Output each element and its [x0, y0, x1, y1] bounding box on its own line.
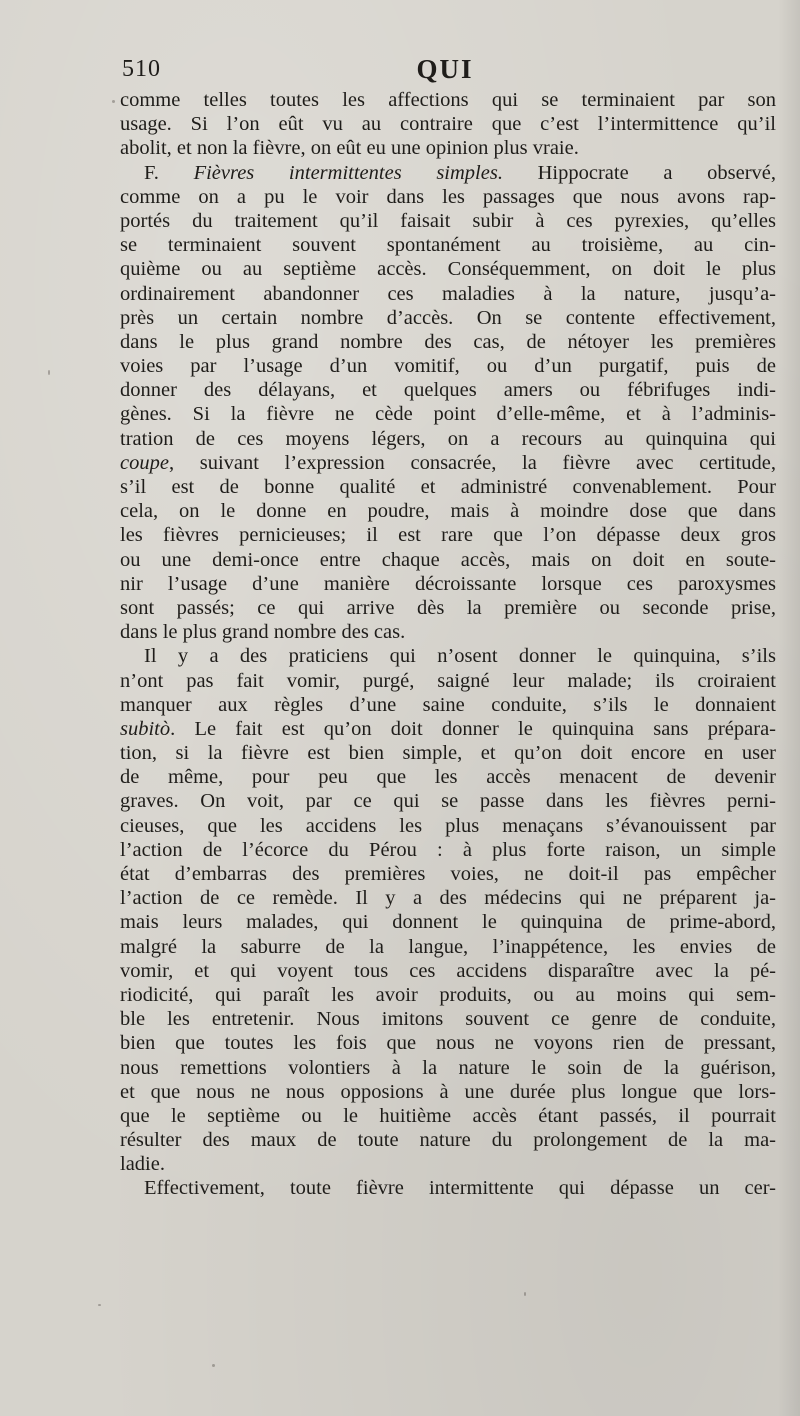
line-text: cieuses, que les accidens les plus menaçans s’évanouissent par — [120, 814, 776, 837]
text-line — [120, 886, 776, 910]
line-text: abolit, et non la fièvre, on eût eu une opinion plus vraie. — [120, 137, 579, 160]
line-text: portés du traitement qu’il faisait subir à ces pyrexies, qu’elles — [120, 209, 776, 232]
line-text: ou une demi-once entre chaque accès, mais on doit en soute- — [120, 548, 776, 571]
text-line — [120, 1056, 776, 1080]
line-text: mais leurs malades, qui donnent le quinquina de prime-abord, — [120, 911, 776, 934]
italic-text: coupe — [120, 451, 169, 474]
section-letter: F. — [144, 161, 194, 184]
text-line — [120, 669, 776, 693]
line-text: l’action de ce remède. Il y a des médecins qui ne préparent ja- — [120, 887, 776, 910]
page-number: 510 — [122, 56, 161, 82]
page-header — [120, 52, 770, 88]
text-line — [120, 136, 776, 160]
line-text: nir l’usage d’une manière décroissante lorsque ces paroxysmes — [120, 572, 776, 595]
line-text: voies par l’usage d’un vomitif, ou d’un purgatif, puis de — [120, 355, 776, 378]
text-line — [120, 282, 776, 306]
line-text: comme on a pu le voir dans les passages que nous avons rap- — [120, 185, 776, 208]
text-line — [120, 257, 776, 281]
text-line — [120, 983, 776, 1007]
text-line — [120, 523, 776, 547]
text-line — [120, 741, 776, 765]
text-line — [120, 910, 776, 934]
text-line — [120, 427, 776, 451]
line-text: Hippocrate a observé, — [502, 161, 777, 184]
line-text: vomir, et qui voyent tous ces accidens disparaître avec la pé- — [120, 959, 776, 982]
line-text: donner des délayans, et quelques amers ou fébrifuges indi- — [120, 379, 776, 402]
line-text: usage. Si l’on eût vu au contraire que c’est l’intermittence qu’il — [120, 113, 776, 136]
text-line — [120, 306, 776, 330]
text-line — [120, 935, 776, 959]
page-edge-shadow — [778, 0, 800, 1416]
text-line — [120, 233, 776, 257]
paper-speck — [48, 370, 50, 375]
line-text: gènes. Si la fièvre ne cède point d’elle-même, et à l’adminis- — [120, 403, 776, 426]
text-line — [120, 789, 776, 813]
line-text: . Le fait est qu’on doit donner le quinquina sans prépara- — [170, 717, 776, 740]
line-text: dans le plus grand nombre des cas. — [120, 621, 406, 644]
line-text: l’action de l’écorce du Pérou : à plus forte raison, un simple — [120, 838, 776, 861]
line-text: s’il est de bonne qualité et administré convenablement. Pour — [120, 476, 776, 498]
text-line — [120, 596, 776, 620]
line-text: les fièvres pernicieuses; il est rare que l’on dépasse deux gros — [120, 524, 776, 547]
text-line — [120, 185, 776, 209]
line-text: de même, pour peu que les accès menacent de devenir — [120, 766, 776, 789]
text-line — [120, 378, 776, 402]
italic-text: Fièvres intermittentes simples. — [193, 161, 503, 184]
text-line — [120, 1031, 776, 1055]
line-text: que le septième ou le huitième accès étant passés, il pourrait — [120, 1104, 776, 1127]
text-line — [120, 330, 776, 354]
line-text: Effectivement, toute fièvre intermittente qui dépasse un cer- — [144, 1177, 776, 1200]
text-line — [120, 354, 776, 378]
line-text: dans le plus grand nombre des cas, de nétoyer les premières — [120, 330, 776, 353]
text-line — [120, 475, 776, 499]
line-text: n’ont pas fait vomir, purgé, saigné leur malade; ils croiraient — [120, 669, 776, 692]
line-text: riodicité, qui paraît les avoir produits, ou au moins qui sem- — [120, 983, 776, 1006]
line-text: ordinairement abandonner ces maladies à la nature, jusqu’a- — [120, 282, 776, 305]
text-line — [120, 959, 776, 983]
line-text: et que nous ne nous opposions à une durée plus longue que lors- — [120, 1080, 776, 1103]
text-line — [120, 88, 776, 112]
text-line — [120, 1080, 776, 1104]
text-line — [120, 499, 776, 523]
line-text: comme telles toutes les affections qui se terminaient par son — [120, 89, 776, 111]
line-text: ladie. — [120, 1153, 165, 1176]
paper-speck — [212, 1364, 215, 1367]
body-text — [120, 88, 776, 1388]
text-line — [120, 1104, 776, 1128]
text-line — [120, 112, 776, 136]
text-line — [120, 717, 776, 741]
text-line — [120, 1128, 776, 1152]
line-text: tration de ces moyens légers, on a recours au quinquina qui — [120, 427, 776, 450]
line-text: Il y a des praticiens qui n’osent donner le quinquina, s’ils — [144, 645, 776, 668]
line-text: tion, si la fièvre est bien simple, et qu’on doit encore en user — [120, 742, 776, 765]
text-line — [120, 620, 776, 644]
paper-speck — [98, 1304, 101, 1306]
text-line — [120, 644, 776, 668]
text-line — [120, 1007, 776, 1031]
paper-speck — [524, 1292, 526, 1296]
text-line — [120, 572, 776, 596]
text-line — [120, 548, 776, 572]
text-line — [120, 814, 776, 838]
line-text: malgré la saburre de la langue, l’inappétence, les envies de — [120, 935, 776, 958]
text-line — [120, 862, 776, 886]
line-text: sont passés; ce qui arrive dès la première ou seconde prise, — [120, 596, 776, 619]
text-line — [120, 451, 776, 475]
text-line — [120, 402, 776, 426]
text-line — [120, 693, 776, 717]
line-text: résulter des maux de toute nature du prolongement de la ma- — [120, 1129, 776, 1152]
italic-text: subitò — [120, 717, 171, 740]
line-text: état d’embarras des premières voies, ne doit-il pas empêcher — [120, 863, 776, 885]
running-head: QUI — [416, 54, 474, 84]
text-line — [120, 765, 776, 789]
line-text: quième ou au septième accès. Conséquemment, on doit le plus — [120, 258, 776, 281]
line-text: , suivant l’expression consacrée, la fièvre avec certitude, — [168, 451, 776, 474]
line-text: bien que toutes les fois que nous ne voyons rien de pressant, — [120, 1032, 776, 1055]
text-line — [120, 161, 776, 185]
line-text: ble les entretenir. Nous imitons souvent ce genre de conduite, — [120, 1008, 776, 1031]
line-text: graves. On voit, par ce qui se passe dans les fièvres perni- — [120, 790, 776, 813]
text-line — [120, 838, 776, 862]
line-text: se terminaient souvent spontanément au troisième, au cin- — [120, 234, 776, 257]
line-text: cela, on le donne en poudre, mais à moindre dose que dans — [120, 500, 776, 523]
line-text: manquer aux règles d’une saine conduite, s’ils le donnaient — [120, 693, 776, 716]
text-line — [120, 1152, 776, 1176]
line-text: nous remettions volontiers à la nature le soin de la guérison, — [120, 1056, 776, 1079]
paper-speck — [112, 100, 115, 103]
text-line — [120, 209, 776, 233]
text-line — [120, 1176, 776, 1200]
line-text: près un certain nombre d’accès. On se contente effectivement, — [120, 306, 776, 329]
